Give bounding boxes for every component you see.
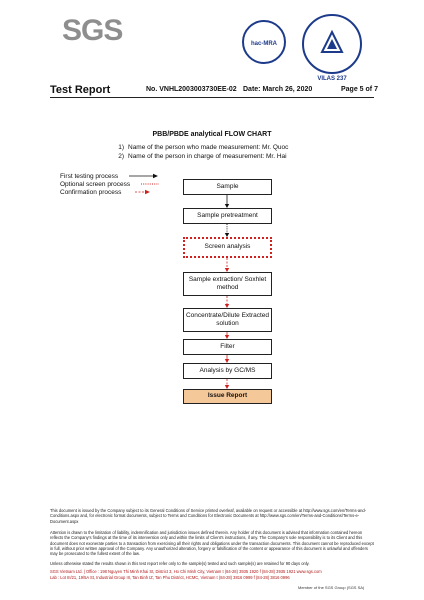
report-number: No. VNHL2003003730EE-02 [146, 86, 237, 93]
flow-step-extraction: Sample extraction/ Soxhlet method [183, 272, 272, 296]
info-text: Name of the person in charge of measurement: Mr. Hai [128, 153, 287, 160]
arrow-sample-to-pretreatment [225, 195, 229, 208]
info-number: 2) [118, 153, 124, 160]
legend-first-testing: First testing process [60, 173, 119, 180]
arrow-extraction-to-concentrate [225, 296, 229, 308]
ilac-mra-badge-text: hac-MRA [250, 41, 277, 47]
report-date: Date: March 26, 2020 [243, 86, 313, 93]
flow-step-pretreatment: Sample pretreatment [183, 208, 272, 224]
flow-step-sample: Sample [183, 179, 272, 195]
flow-step-concentrate: Concentrate/Dilute Extracted solution [183, 308, 272, 332]
flow-step-filter: Filter [183, 339, 272, 355]
arrow-filter-to-gcms [225, 355, 229, 363]
legend-optional-screen: Optional screen process [60, 181, 131, 188]
sgs-logo: SGS [62, 14, 123, 47]
footer-liability: Attention is drawn to the limitation of liability, indemnification and jurisdiction issues defined therein. Any holder of this document is advised that information contained hereon reflects the Company's findings at the time of its intervention only and within the limits of Client's instructions, if any. The Company's sole responsibility is to its Client and this document does not exonerate parties to a transaction from exercising all their rights and obligations under the transaction documents. This document cannot be reproduced except in full, without prior written approval of the Company. Any unauthorized alteration, forgery or falsification of the content or appearance of this document is unlawful and offenders may be prosecuted to the fullest extent of the law. [50, 530, 374, 557]
section-title: PBB/PBDE analytical FLOW CHART [152, 131, 272, 138]
arrow-screen-to-extraction [225, 258, 229, 272]
info-text: Name of the person who made measurement: Mr. Quoc [128, 144, 289, 151]
flow-step-issue-report: Issue Report [183, 389, 272, 404]
footer-lab-address: Lab : Lot III/21, 19/5A St, Industrial Group III, Tan Binh IZ, Tan Phu District, HCMC, Vietnam t (84-28) 3816 0999 f (84-28) 3816 0996 [50, 575, 290, 580]
flow-step-screen-analysis: Screen analysis [183, 237, 272, 258]
arrow-pretreatment-to-screen [225, 224, 229, 237]
info-number: 1) [118, 144, 124, 151]
vilas-label: VILAS 237 [317, 76, 347, 82]
arrow-gcms-to-issue [225, 379, 229, 389]
flow-step-gcms: Analysis by GC/MS [183, 363, 272, 379]
page-number: Page 5 of 7 [341, 86, 378, 93]
footer-terms: This document is issued by the Company subject to its General Conditions of Service printed overleaf, available on request or accessible at http://www.sgs.com/en/Terms-and-Conditions.aspx and, for electronic format documents, subject to Terms and Conditions for Electronic Documents at http://www.sgs.com/en/Terms-and-Conditions/Terms-e-Document.aspx [50, 508, 367, 524]
footer-retention: Unless otherwise stated the results shown in this test report refer only to the sample(s) tested and such sample(s) are retained for 90 days only. [50, 561, 310, 566]
report-title: Test Report [50, 84, 111, 96]
legend-confirmation: Confirmation process [60, 189, 122, 196]
footer-member-note: Member of the SGS Group (SGS SA) [298, 585, 365, 590]
footer-office-address: SGS Vietnam Ltd. | Office : 198 Nguyen Thi Minh Khai St, District 3, Ho Chi Minh City, Vietnam t (84-28) 3935 1920 f (84-28) 3935 1921 www.sgs.com [50, 569, 322, 574]
arrow-concentrate-to-filter [225, 332, 229, 339]
